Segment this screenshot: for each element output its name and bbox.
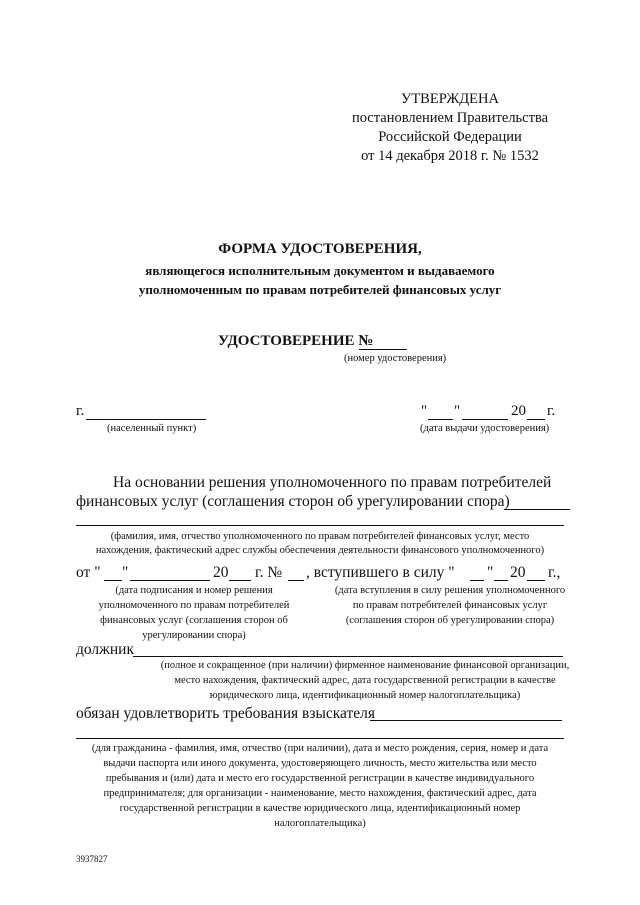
form-subtitle-line2: уполномоченным по правам потребителей финансовых услуг [138, 282, 502, 297]
basis-line1: На основании решения уполномоченного по правам потребителей [113, 474, 552, 491]
decision-day-field[interactable] [104, 580, 122, 581]
date-quote-open: " [421, 403, 428, 419]
date-month-field[interactable] [462, 419, 508, 420]
entered-month-field[interactable] [494, 580, 508, 581]
decision-left-caption: (дата подписания и номер решения уполномоченного по правам потребителей финансовых услуг (соглашения сторон об урегулировании спора) [98, 585, 290, 641]
decision-year-field[interactable] [229, 580, 251, 581]
date-year-field[interactable] [527, 419, 545, 420]
claimant-label: обязан удовлетворить требования взыскателя [76, 705, 376, 722]
certificate-number-field[interactable] [359, 349, 407, 350]
decision-g-no: г. № [255, 564, 283, 581]
date-year-prefix: 20 [511, 403, 526, 419]
debtor-label: должник [76, 641, 134, 658]
basis-caption-line2: нахождения, фактический адрес службы обеспечения деятельности финансового уполномоченного) [95, 545, 545, 556]
approval-block [330, 90, 570, 166]
date-quote-close: " [454, 403, 461, 419]
date-year-suffix: г. [547, 403, 556, 419]
decision-month-field[interactable] [130, 580, 210, 581]
decision-number-field[interactable] [288, 580, 304, 581]
claimant-field[interactable] [370, 720, 562, 721]
decision-entered-text: , вступившего в силу " [306, 564, 455, 581]
basis-caption-line1: (фамилия, имя, отчество уполномоченного по правам потребителей финансовых услуг, место [110, 531, 530, 542]
claimant-caption: (для гражданина - фамилия, имя, отчество (при наличии), дата и место рождения, серия, номер и дата выдачи паспорта или иного документа, удостоверяющего личность, место жительства или место пребывания и (или) дата и место его государственной регистрации в качестве индивидуального предпринимателя; для организации - наименование, место нахождения, фактический адрес, дата государственной регистрации в качестве юридического лица, идентификационный номер налогоплательщика) [91, 743, 549, 829]
entered-g: г., [548, 564, 561, 581]
entered-year-field[interactable] [527, 580, 545, 581]
entered-year: 20 [510, 564, 526, 581]
city-prefix: г. [76, 403, 85, 419]
decision-year: 20 [213, 564, 229, 581]
certificate-label: УДОСТОВЕРЕНИЕ № [218, 333, 374, 349]
date-caption: (дата выдачи удостоверения) [420, 423, 550, 434]
basis-ombudsman-field-cont[interactable] [76, 525, 564, 526]
certificate-number-caption: (номер удостоверения) [344, 353, 447, 364]
city-field[interactable] [86, 419, 206, 420]
form-title: ФОРМА УДОСТОВЕРЕНИЯ, [218, 241, 422, 257]
decision-right-caption: (дата вступления в силу решения уполномоченного по правам потребителей финансовых услуг (соглашения сторон об урегулировании спора) [334, 585, 566, 626]
approval-country: Российской Федерации [378, 129, 522, 145]
basis-line2: финансовых услуг (соглашения сторон об урегулировании спора) [76, 493, 510, 510]
debtor-field[interactable] [133, 656, 563, 657]
decision-quote: " [122, 564, 129, 581]
claimant-field-cont[interactable] [76, 738, 564, 739]
entered-day-field[interactable] [470, 580, 484, 581]
decision-from: от " [76, 564, 101, 581]
approval-title: УТВЕРЖДЕНА [401, 91, 499, 107]
date-day-field[interactable] [428, 419, 453, 420]
approval-decree: постановлением Правительства [351, 110, 549, 126]
debtor-caption: (полное и сокращенное (при наличии) фирменное наименование финансовой организации, место нахождения, фактический адрес, дата государственной регистрации в качестве юридического лица, идентификационный номер налогоплательщика) [160, 660, 570, 701]
approval-date-number: от 14 декабря 2018 г. № 1532 [361, 148, 539, 164]
document-code: 3937827 [76, 854, 108, 864]
entered-quote: " [487, 564, 494, 581]
form-subtitle-line1: являющегося исполнительным документом и выдаваемого [145, 263, 495, 278]
basis-ombudsman-field[interactable] [504, 509, 570, 510]
city-caption: (населенный пункт) [107, 423, 197, 434]
